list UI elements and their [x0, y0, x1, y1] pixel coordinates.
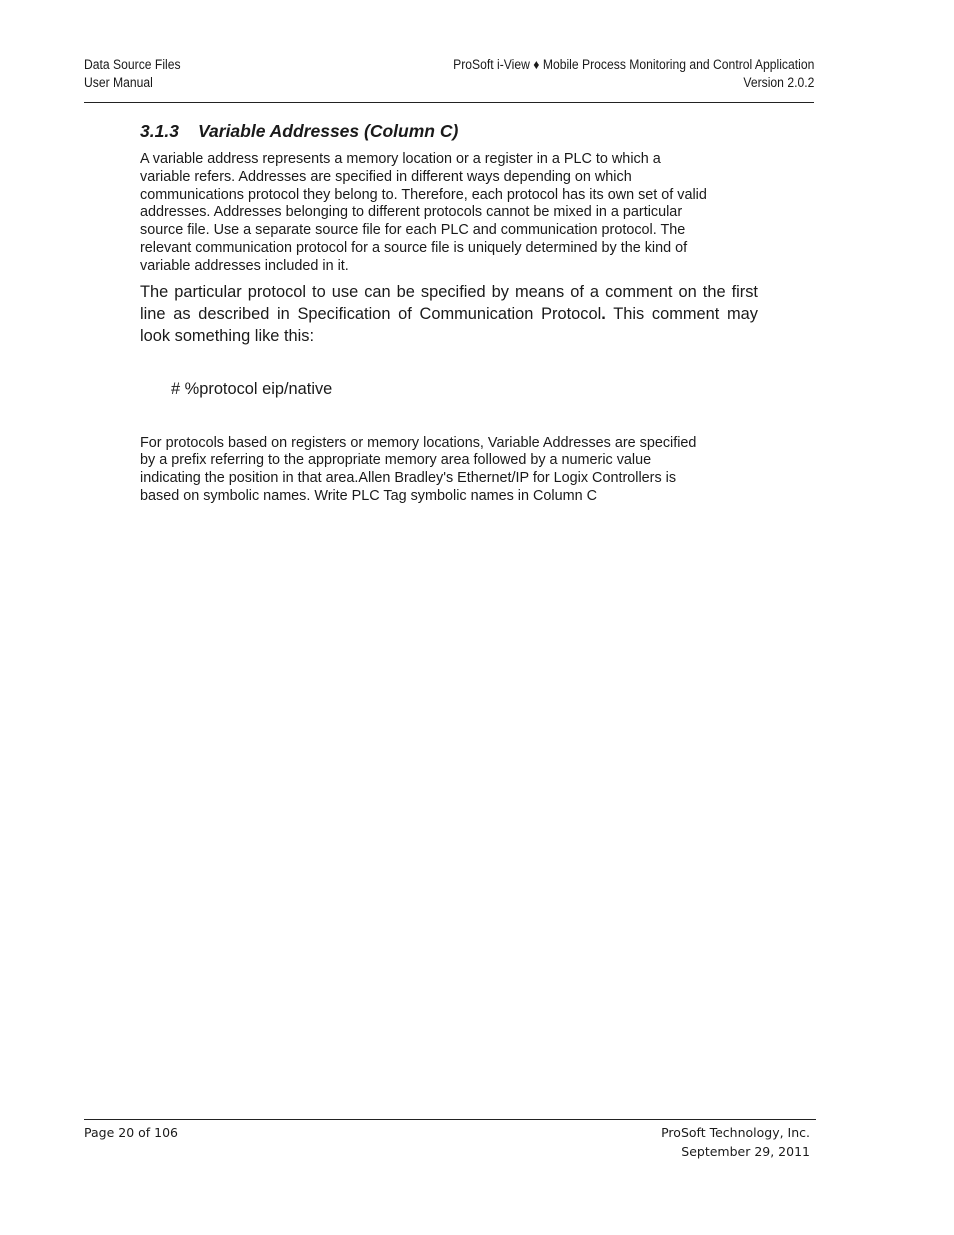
paragraph-line: source file. Use a separate source file for each PLC and communication protocol. The: [140, 222, 686, 239]
footer-right: [661, 1123, 810, 1161]
section-heading: [140, 120, 760, 142]
header-document-type: User Manual: [84, 75, 153, 90]
paragraph-line: A variable address represents a memory location or a register in a PLC to which a: [140, 151, 661, 167]
paragraph-address-format: [140, 435, 764, 506]
paragraph-line: communications protocol they belong to. Therefore, each protocol has its own set of valid: [140, 186, 707, 203]
paragraph-line: addresses. Addresses belonging to different protocols cannot be mixed in a particular: [140, 204, 683, 221]
paragraph-variable-address-intro: [140, 151, 764, 276]
paragraph-line: by a prefix referring to the appropriate memory area followed by a numeric value: [140, 452, 652, 469]
page-content: [140, 120, 760, 506]
footer-company: ProSoft Technology, Inc.: [661, 1125, 810, 1140]
paragraph-line: indicating the position in that area.Allen Bradley's Ethernet/IP for Logix Controllers is: [140, 470, 677, 487]
paragraph-line: For protocols based on registers or memory locations, Variable Addresses are specified: [140, 434, 697, 451]
page-footer: [84, 1119, 816, 1170]
page-number: Page 20 of 106: [84, 1125, 178, 1140]
header-document-section: Data Source Files: [84, 57, 181, 72]
header-product-title: ProSoft i-View ♦ Mobile Process Monitoring and Control Application: [452, 57, 814, 72]
code-example-protocol: # %protocol eip/native: [171, 379, 333, 398]
paragraph-line: variable refers. Addresses are specified in different ways depending on which: [140, 168, 632, 185]
paragraph-line: relevant communication protocol for a source file is uniquely determined by the kind of: [140, 239, 688, 256]
header-left: [84, 56, 181, 92]
footer-date: September 29, 2011: [681, 1144, 810, 1159]
paragraph-line: variable addresses included in it.: [140, 257, 349, 274]
header-right: [453, 56, 814, 92]
page-header: [84, 56, 814, 103]
paragraph-protocol-comment: The particular protocol to use can be specified by means of a comment on the first line as described in Specification of Communication Protocol. This comment may look something like this:: [140, 282, 758, 345]
paragraph-line: based on symbolic names. Write PLC Tag symbolic names in Column C: [140, 487, 597, 504]
section-number: 3.1.3: [140, 121, 179, 141]
section-title: Variable Addresses (Column C): [198, 121, 459, 141]
header-version: Version 2.0.2: [743, 75, 814, 90]
